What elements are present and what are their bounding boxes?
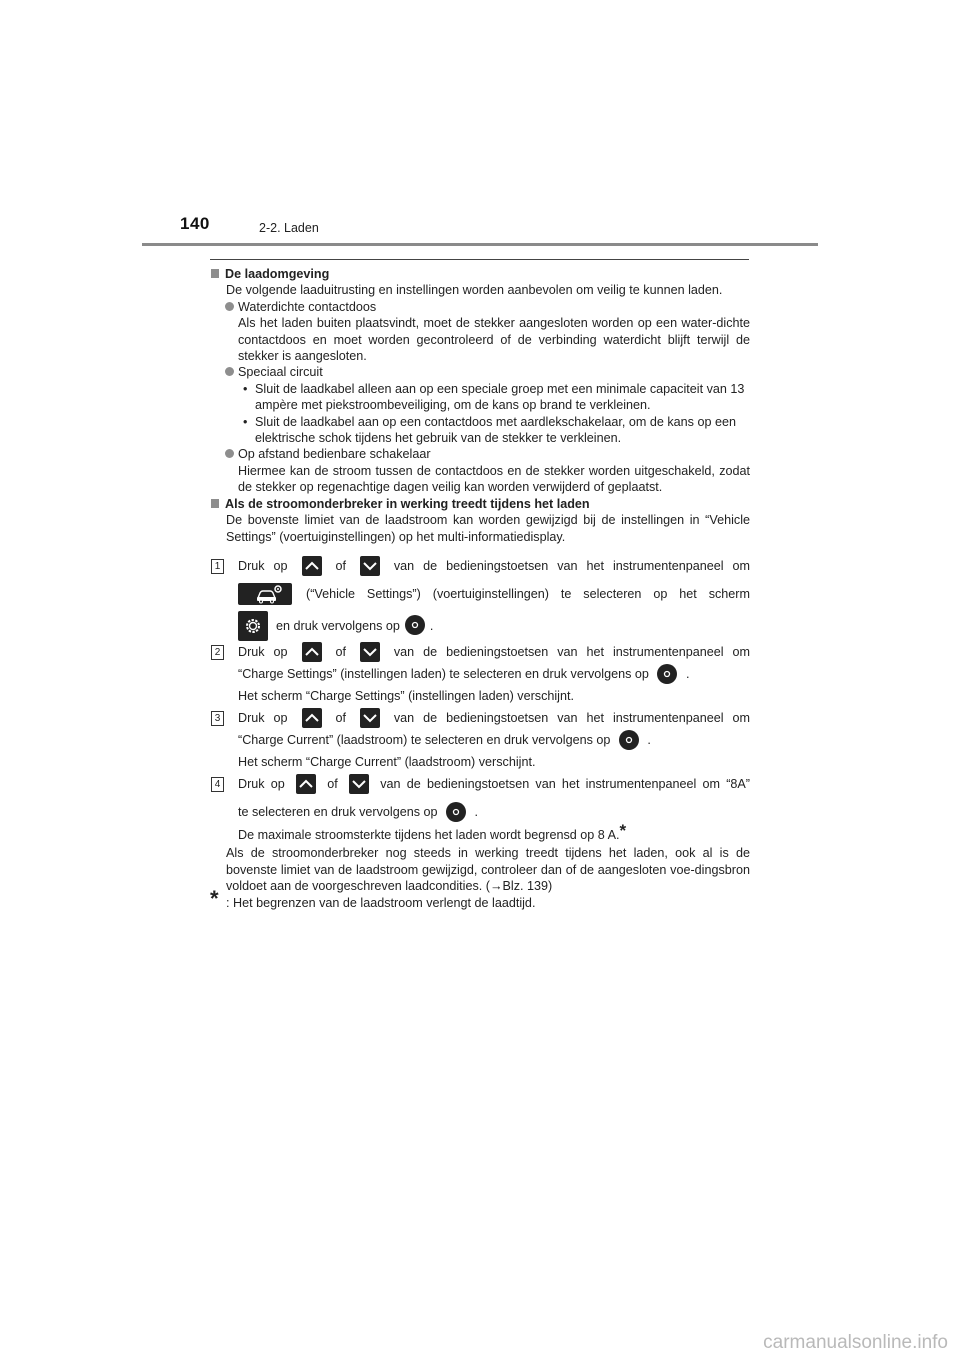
gear-icon <box>238 611 268 641</box>
chevron-up-icon <box>302 642 322 662</box>
header-divider <box>142 243 818 246</box>
bullet-icon: • <box>243 414 248 429</box>
footnote-marker: * <box>619 820 627 840</box>
list-item-title: Op afstand bedienbare schakelaar <box>210 446 750 462</box>
chevron-up-icon <box>296 774 316 794</box>
chevron-down-icon <box>360 642 380 662</box>
closing-paragraph: Als de stroomonderbreker nog steeds in werking treedt tijdens het laden, ook al is de bovenste limiet van de laadstroom gewijzigd, controleer dan of de aangesloten voe-dingsbron voldoet aan de voorgeschreven laadcondities. (→Blz. 139) <box>226 846 750 894</box>
content-divider <box>210 259 749 260</box>
sub-bullet: • Sluit de laadkabel aan op een contactdoos met aardlekschakelaar, om de kans op een elektrische schok tijdens het gebruik van de stekker te verkleinen. <box>243 414 736 446</box>
ok-button-icon <box>657 664 677 684</box>
page-content <box>210 266 750 911</box>
step-4: 4 Druk op of van de bedieningstoetsen van het instrumentenpaneel om “8A” te selecteren en druk vervolgens op . De maximale stroomsterkte tijdens het laden wordt begrensd op 8 A.* <box>210 773 750 843</box>
section-heading: De laadomgeving <box>210 266 750 282</box>
list-item-title: Speciaal circuit <box>210 364 750 380</box>
ok-button-icon <box>446 802 466 822</box>
section-title: 2-2. Laden <box>259 221 319 235</box>
step-1: 1 Druk op of van de bedieningstoetsen van het instrumentenpaneel om (“Vehicle Settings”) (voertuiginstellingen) te selecteren op het scherm en druk vervolgens op . <box>210 555 750 641</box>
step-result: Het scherm “Charge Current” (laadstroom) verschijnt. <box>238 754 536 769</box>
page-number: 140 <box>180 214 210 233</box>
circle-bullet-icon <box>225 367 234 376</box>
step-3: 3 Druk op of van de bedieningstoetsen van het instrumentenpaneel om “Charge Current” (laadstroom) te selecteren en druk vervolgens op . Het scherm “Charge Current” (laadstroom) verschijnt. <box>210 707 750 773</box>
step-number: 2 <box>211 645 224 660</box>
footnote-star: * <box>210 885 219 911</box>
step-number: 1 <box>211 559 224 574</box>
section-intro: De volgende laaduitrusting en instellingen worden aanbevolen om veilig te kunnen laden. <box>226 283 723 298</box>
list-item-text: Als het laden buiten plaatsvindt, moet de stekker aangesloten worden op een water-dichte contactdoos en moet worden gecontroleerd of de verbinding waterdicht blijft terwijl de stekker is aangesloten. <box>238 316 750 364</box>
bullet-icon: • <box>243 381 248 396</box>
step-number: 3 <box>211 711 224 726</box>
footnote: * : Het begrenzen van de laadstroom verlengt de laadtijd. <box>210 885 536 911</box>
step-result: De maximale stroomsterkte tijdens het laden wordt begrensd op 8 A. <box>238 827 620 842</box>
circle-bullet-icon <box>225 449 234 458</box>
watermark: carmanualsonline.info <box>763 1332 948 1353</box>
list-item-text: Hiermee kan de stroom tussen de contactdoos en de stekker worden uitgeschakeld, zodat de stekker op regenachtige dagen veilig kan worden verwijderd of geplaatst. <box>238 463 750 495</box>
ok-button-icon <box>405 615 425 635</box>
car-settings-icon <box>238 583 292 605</box>
step-number: 4 <box>211 777 224 792</box>
ok-button-icon <box>619 730 639 750</box>
chevron-down-icon <box>360 708 380 728</box>
list-item-title: Waterdichte contactdoos <box>210 299 750 315</box>
step-result: Het scherm “Charge Settings” (instellingen laden) verschijnt. <box>238 688 574 703</box>
square-bullet-icon <box>211 499 219 508</box>
chevron-down-icon <box>349 774 369 794</box>
circle-bullet-icon <box>225 302 234 311</box>
section-heading: Als de stroomonderbreker in werking treedt tijdens het laden <box>210 496 750 512</box>
step-2: 2 Druk op of van de bedieningstoetsen van het instrumentenpaneel om “Charge Settings” (instellingen laden) te selecteren en druk vervolgens op . Het scherm “Charge Settings” (instellingen laden) verschijnt. <box>210 641 750 707</box>
section-intro: De bovenste limiet van de laadstroom kan worden gewijzigd bij de instellingen in “Vehicle Settings” (voertuiginstellingen) op het multi-informatiedisplay. <box>226 513 750 544</box>
square-bullet-icon <box>211 269 219 278</box>
chevron-up-icon <box>302 556 322 576</box>
chevron-down-icon <box>360 556 380 576</box>
chevron-up-icon <box>302 708 322 728</box>
sub-bullet: • Sluit de laadkabel alleen aan op een speciale groep met een minimale capaciteit van 13 ampère met piekstroombeveiliging, om de kans op brand te verkleinen. <box>243 381 745 413</box>
